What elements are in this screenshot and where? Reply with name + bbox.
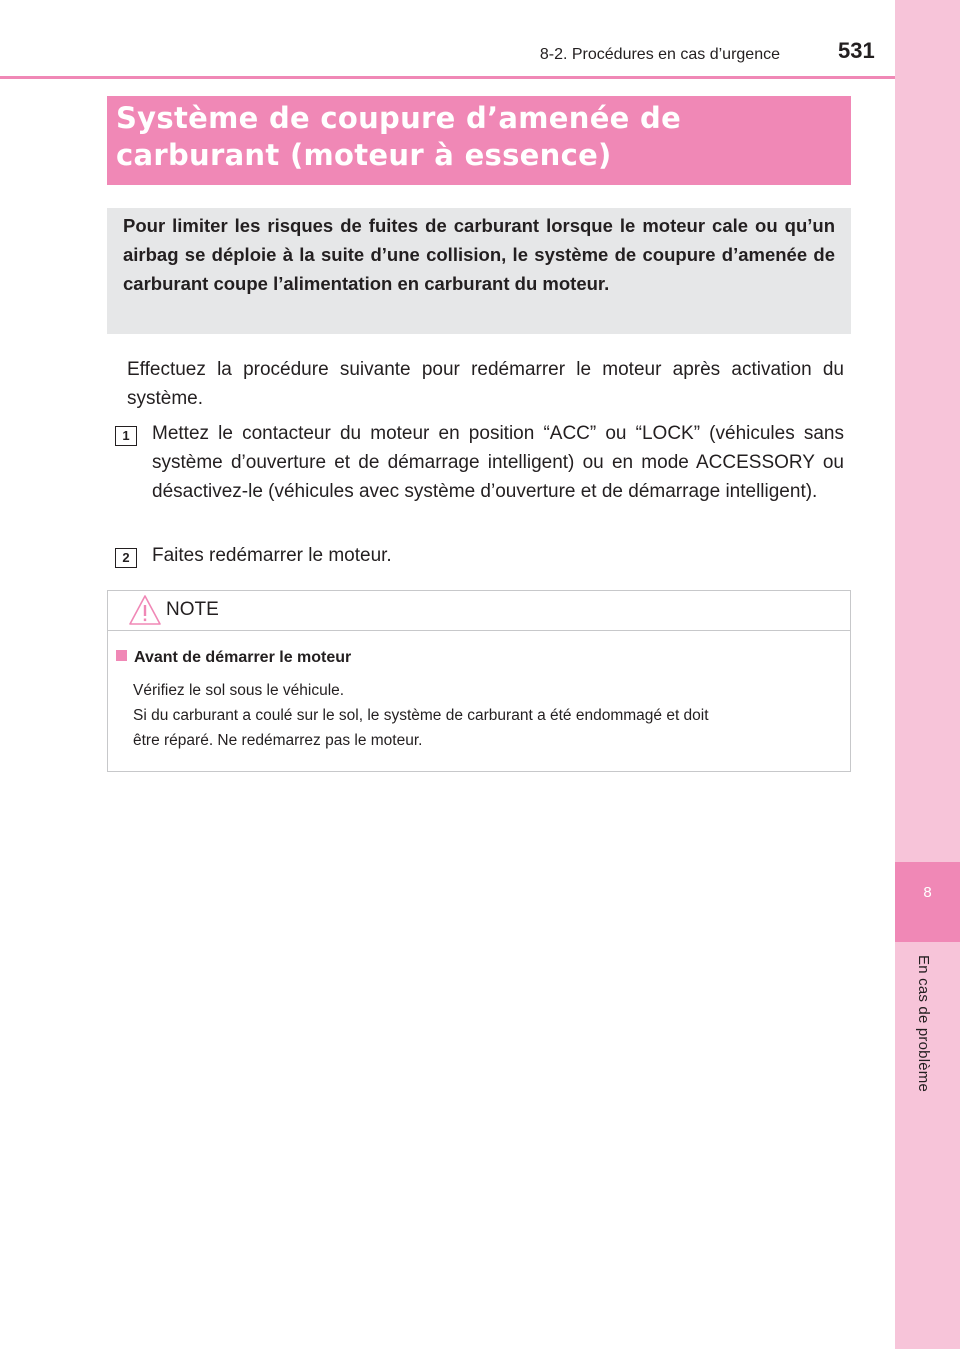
step-number-badge: 2 — [115, 548, 137, 568]
intro-text: Pour limiter les risques de fuites de carburant lorsque le moteur cale ou qu’un airbag se déploie à la suite d’une collision, le système de coupure d’amenée de carburant coupe l’alimentation en carburant du moteur. — [123, 215, 835, 294]
header-section-title: 8-2. Procédures en cas d’urgence — [539, 46, 780, 63]
header-divider — [0, 76, 895, 79]
body-paragraph: Effectuez la procédure suivante pour redémarrer le moteur après activation du système. — [127, 359, 844, 409]
step-text: Mettez le contacteur du moteur en position “ACC” ou “LOCK” (véhicules sans système d’ouverture et de démarrage intelligent) ou en mode ACCESSORY ou désactivez-le (véhicules avec système d’ouverture et de démarrage intelligent). — [152, 423, 844, 502]
note-line: Vérifiez le sol sous le véhicule. — [133, 682, 345, 699]
note-box — [107, 590, 851, 772]
chapter-title: En cas de problème — [915, 955, 932, 1093]
chapter-side-tab — [895, 0, 960, 1349]
warning-triangle-icon — [128, 594, 162, 626]
intro-box — [107, 208, 851, 334]
note-body — [133, 678, 841, 753]
chapter-active-block — [895, 862, 960, 942]
note-header — [108, 591, 850, 631]
step-number-badge: 1 — [115, 426, 137, 446]
page-number: 531 — [838, 38, 875, 63]
note-line: être réparé. Ne redémarrez pas le moteur. — [133, 732, 423, 749]
page-title: Système de coupure d’amenée de carburant (moteur à essence) — [116, 101, 682, 172]
square-bullet-icon — [116, 650, 127, 661]
note-heading-text: Avant de démarrer le moteur — [134, 649, 352, 666]
title-band — [107, 96, 851, 185]
note-line: Si du carburant a coulé sur le sol, le système de carburant a été endommagé et doit — [133, 707, 709, 724]
note-heading — [116, 649, 351, 667]
note-label: NOTE — [166, 599, 219, 620]
step-text: Faites redémarrer le moteur. — [152, 545, 392, 566]
chapter-number: 8 — [923, 884, 932, 901]
